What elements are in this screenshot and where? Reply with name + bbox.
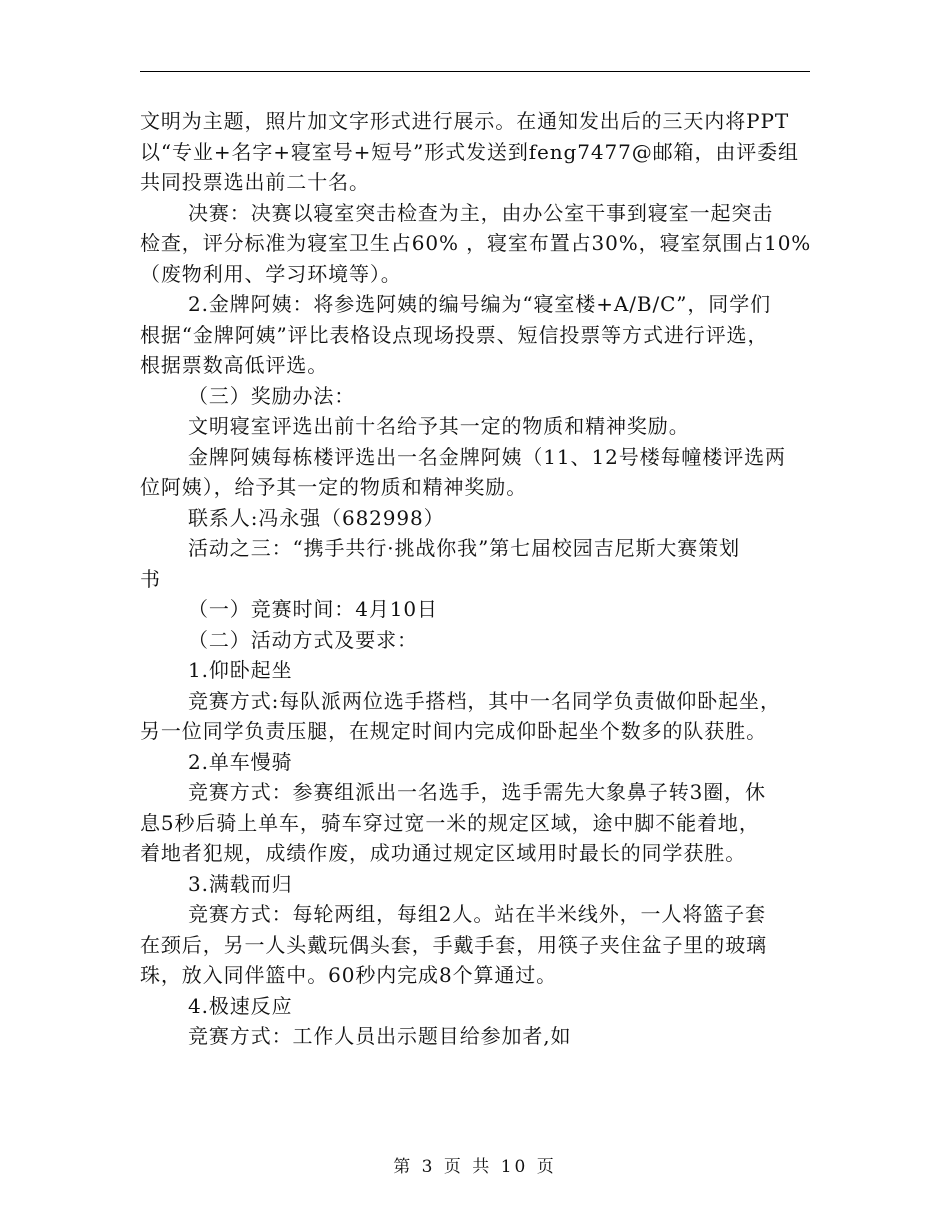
text-line: 息5秒后骑上单车，骑车穿过宽一米的规定区域，途中脚不能着地， xyxy=(140,810,760,835)
section-heading: （三）奖励办法： xyxy=(188,383,356,408)
text-line: 在颈后，另一人头戴玩偶头套，手戴手套，用筷子夹住盆子里的玻璃 xyxy=(140,932,767,957)
text-line: 根据“金牌阿姨”评比表格设点现场投票、短信投票等方式进行评选， xyxy=(140,322,769,347)
text-line: 珠，放入同伴篮中。60秒内完成8个算通过。 xyxy=(140,963,558,987)
body-text xyxy=(140,106,820,1052)
section-heading: （二）活动方式及要求： xyxy=(188,627,418,652)
text-line: 以“专业+名字+寝室号+短号”形式发送到feng7477@邮箱，由评委组 xyxy=(140,139,799,164)
item-heading: 3.满载而归 xyxy=(188,871,293,896)
text-line: 另一位同学负责压腿，在规定时间内完成仰卧起坐个数多的队获胜。 xyxy=(140,719,767,743)
text-line: 检查，评分标准为寝室卫生占60% ，寝室布置占30%，寝室氛围占10% xyxy=(140,231,812,255)
page-number: 第 3 页 共 10 页 xyxy=(393,1157,557,1177)
section-heading: （一）竞赛时间：4月10日 xyxy=(188,597,438,621)
item-heading: 4.极速反应 xyxy=(188,993,293,1018)
text-line: 位阿姨），给予其一定的物质和精神奖励。 xyxy=(140,475,528,499)
text-line: 竞赛方式:每队派两位选手搭档，其中一名同学负责做仰卧起坐， xyxy=(188,688,781,713)
text-line: 竞赛方式：每轮两组，每组2人。站在半米线外，一人将篮子套 xyxy=(188,902,766,926)
activity-title: 活动之三：“携手共行·挑战你我”第七届校园吉尼斯大赛策划 xyxy=(188,536,741,560)
contact-line: 联系人:冯永强（682998） xyxy=(188,505,445,530)
text-line: 共同投票选出前二十名。 xyxy=(140,170,370,194)
item-heading: 1.仰卧起坐 xyxy=(188,658,293,682)
text-line: 文明寝室评选出前十名给予其一定的物质和精神奖励。 xyxy=(188,414,690,438)
text-line: 竞赛方式：参赛组派出一名选手，选手需先大象鼻子转3圈，休 xyxy=(188,780,766,804)
text-line: 金牌阿姨每栋楼评选出一名金牌阿姨（11、12号楼每幢楼评选两 xyxy=(188,444,786,469)
item-heading: 2.单车慢骑 xyxy=(188,749,293,774)
activity-title-cont: 书 xyxy=(140,566,161,591)
text-line: 决赛：决赛以寝室突击检查为主，由办公室干事到寝室一起突击 xyxy=(188,200,774,225)
text-line: 着地者犯规，成绩作废，成功通过规定区域用时最长的同学获胜。 xyxy=(140,841,747,865)
text-line: 2.金牌阿姨：将参选阿姨的编号编为“寝室楼+A/B/C”，同学们 xyxy=(188,292,772,316)
header-rule xyxy=(140,71,810,72)
text-line: 文明为主题，照片加文字形式进行展示。在通知发出后的三天内将PPT xyxy=(140,109,790,133)
text-line: 竞赛方式：工作人员出示题目给参加者,如 xyxy=(188,1024,572,1048)
text-line: 根据票数高低评选。 xyxy=(140,353,329,377)
text-line: （废物利用、学习环境等）。 xyxy=(140,261,402,286)
